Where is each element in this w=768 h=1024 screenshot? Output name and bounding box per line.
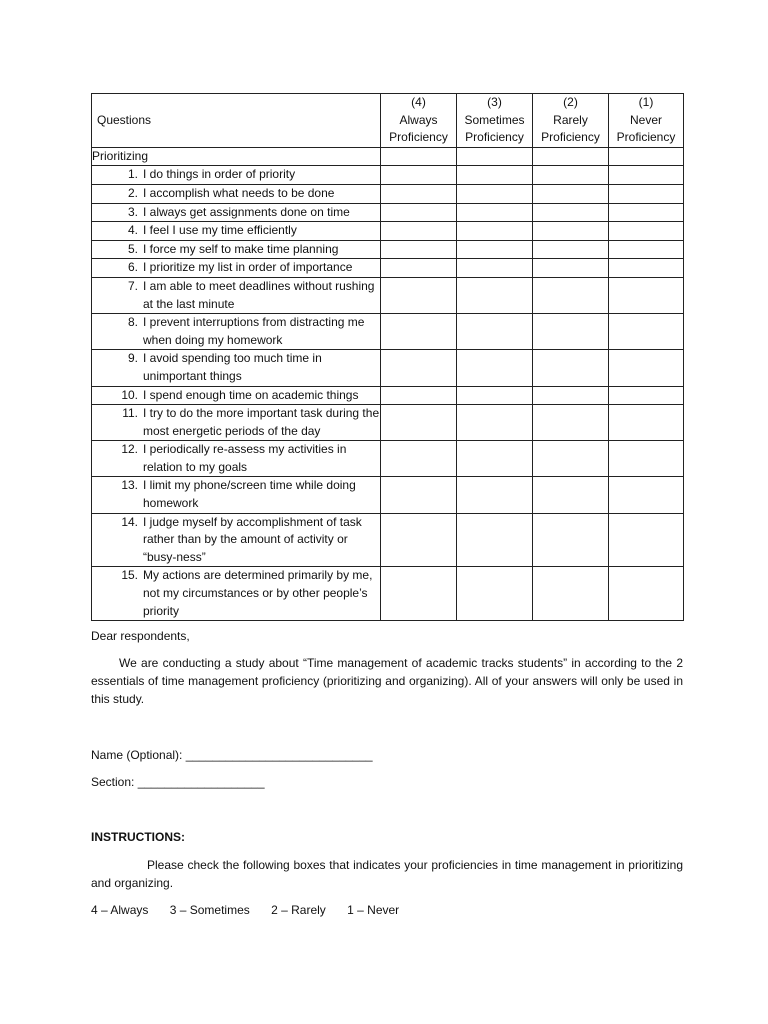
question-cell (92, 513, 381, 567)
table-row (92, 513, 684, 567)
salutation: Dear respondents, (91, 629, 190, 643)
question-number: 11. (122, 406, 138, 421)
table-row (92, 567, 684, 621)
question-cell (92, 405, 381, 441)
question-text: I force my self to make time planning (143, 241, 339, 256)
question-number: 14. (121, 514, 138, 529)
answer-cell[interactable] (609, 203, 684, 222)
questions-header: Questions (92, 94, 381, 148)
table-row (92, 350, 684, 386)
question-item (92, 567, 380, 620)
answer-cell[interactable] (457, 259, 533, 278)
question-text: I judge myself by accomplishment of task rather than by the amount of activity or “busy-ness” (143, 514, 362, 564)
legend-item-sometimes: 3 – Sometimes (169, 903, 250, 917)
answer-cell[interactable] (381, 405, 457, 441)
answer-cell[interactable] (381, 277, 457, 313)
answer-cell[interactable] (457, 405, 533, 441)
answer-cell[interactable] (533, 277, 609, 313)
answer-cell[interactable] (457, 386, 533, 405)
question-number: 1. (127, 167, 138, 182)
question-item (92, 241, 380, 259)
question-item (92, 278, 380, 313)
question-number: 2. (127, 185, 138, 200)
scale-number: (1) (638, 95, 654, 109)
answer-cell[interactable] (457, 314, 533, 350)
question-text: I avoid spending too much time in unimportant things (143, 351, 322, 383)
answer-cell[interactable] (533, 166, 609, 185)
answer-cell[interactable] (381, 184, 457, 203)
scale-proficiency: Proficiency (465, 130, 524, 145)
question-text: I do things in order of priority (143, 167, 296, 182)
answer-cell[interactable] (609, 240, 684, 259)
question-item (92, 405, 380, 440)
answer-cell[interactable] (609, 513, 684, 567)
question-number: 6. (127, 260, 138, 275)
question-item (92, 387, 380, 405)
question-cell (92, 184, 381, 203)
intro-paragraph: We are conducting a study about “Time management of academic tracks students” in according to the 2 essentials of time management proficiency (prioritizing and organizing). All of your answers will only be used in this study. (91, 656, 683, 706)
question-item (92, 314, 380, 349)
answer-cell[interactable] (457, 166, 533, 185)
rarely-header (533, 94, 609, 148)
answer-cell[interactable] (381, 477, 457, 513)
question-number: 7. (127, 278, 138, 293)
question-item (92, 222, 380, 240)
question-item (92, 204, 380, 222)
question-item (92, 259, 380, 277)
table-row (92, 166, 684, 185)
answer-cell[interactable] (457, 147, 533, 166)
answer-cell[interactable] (533, 222, 609, 241)
survey-table (91, 93, 684, 621)
scale-number: (4) (411, 95, 426, 109)
table-row (92, 477, 684, 513)
answer-cell[interactable] (533, 567, 609, 621)
answer-cell[interactable] (533, 203, 609, 222)
table-row (92, 386, 684, 405)
question-text: I prioritize my list in order of importance (143, 260, 353, 275)
answer-cell[interactable] (457, 567, 533, 621)
legend-item-always: 4 – Always (91, 903, 149, 917)
answer-cell[interactable] (457, 240, 533, 259)
answer-cell[interactable] (609, 477, 684, 513)
question-cell (92, 314, 381, 350)
legend-item-rarely: 2 – Rarely (271, 903, 326, 917)
scale-word: Sometimes (464, 112, 525, 127)
answer-cell[interactable] (457, 222, 533, 241)
answer-cell[interactable] (457, 350, 533, 386)
answer-cell[interactable] (381, 386, 457, 405)
answer-cell[interactable] (381, 166, 457, 185)
answer-cell[interactable] (457, 441, 533, 477)
question-cell (92, 350, 381, 386)
question-number: 13. (121, 478, 138, 493)
question-number: 15. (121, 568, 138, 583)
answer-cell[interactable] (533, 259, 609, 278)
answer-cell[interactable] (457, 513, 533, 567)
answer-cell[interactable] (457, 277, 533, 313)
table-row (92, 441, 684, 477)
answer-cell[interactable] (609, 350, 684, 386)
question-cell (92, 441, 381, 477)
question-text: I accomplish what needs to be done (143, 185, 335, 200)
question-cell (92, 240, 381, 259)
answer-cell[interactable] (381, 350, 457, 386)
answer-cell[interactable] (533, 405, 609, 441)
question-text: I try to do the more important task during the most energetic periods of the day (143, 406, 380, 438)
scale-proficiency: Proficiency (389, 130, 448, 145)
answer-cell[interactable] (609, 166, 684, 185)
answer-cell[interactable] (457, 184, 533, 203)
question-text: I always get assignments done on time (143, 204, 350, 219)
answer-cell[interactable] (609, 386, 684, 405)
answer-cell[interactable] (381, 259, 457, 278)
answer-cell[interactable] (609, 567, 684, 621)
scale-proficiency: Proficiency (616, 130, 676, 145)
answer-cell[interactable] (533, 240, 609, 259)
question-item (92, 477, 380, 512)
section-row (92, 147, 684, 166)
table-row (92, 259, 684, 278)
answer-cell[interactable] (381, 314, 457, 350)
answer-cell[interactable] (457, 477, 533, 513)
answer-cell[interactable] (533, 147, 609, 166)
answer-cell[interactable] (381, 240, 457, 259)
question-cell (92, 477, 381, 513)
table-row (92, 240, 684, 259)
answer-cell[interactable] (381, 203, 457, 222)
question-cell (92, 567, 381, 621)
always-header (381, 94, 457, 148)
question-text: I periodically re-assess my activities in relation to my goals (143, 442, 347, 474)
answer-cell[interactable] (533, 350, 609, 386)
question-text: I limit my phone/screen time while doing homework (143, 478, 356, 511)
question-item (92, 514, 380, 567)
answer-cell[interactable] (609, 184, 684, 203)
answer-cell[interactable] (609, 441, 684, 477)
scale-legend (91, 901, 683, 919)
table-row (92, 405, 684, 441)
answer-cell[interactable] (533, 441, 609, 477)
question-number: 8. (127, 315, 138, 330)
table-header-row (92, 94, 684, 148)
legend-item-never: 1 – Never (347, 903, 400, 917)
answer-cell[interactable] (533, 513, 609, 567)
question-text: I am able to meet deadlines without rushing at the last minute (143, 278, 375, 311)
table-row (92, 314, 684, 350)
question-number: 3. (127, 204, 138, 219)
instructions-text: Please check the following boxes that indicates your proficiencies in time management in prioritizing and organizing. (91, 858, 683, 890)
question-cell (92, 222, 381, 241)
question-item (92, 350, 380, 385)
scale-word: Rarely (553, 112, 588, 127)
question-item (92, 441, 380, 476)
section-label: Prioritizing (92, 147, 381, 166)
table-row (92, 277, 684, 313)
table-body (92, 147, 684, 620)
answer-cell[interactable] (381, 222, 457, 241)
answer-cell[interactable] (381, 567, 457, 621)
answer-cell[interactable] (609, 259, 684, 278)
question-number: 12. (121, 442, 138, 457)
table-row (92, 184, 684, 203)
question-number: 10. (121, 387, 138, 402)
answer-cell[interactable] (533, 386, 609, 405)
answer-cell[interactable] (381, 513, 457, 567)
scale-word: Always (399, 112, 438, 127)
question-number: 4. (127, 223, 138, 238)
question-item (92, 185, 380, 203)
question-cell (92, 203, 381, 222)
question-text: I feel I use my time efficiently (143, 223, 297, 238)
scale-number: (3) (487, 95, 502, 109)
table-row (92, 222, 684, 241)
question-number: 9. (127, 351, 138, 366)
answer-cell[interactable] (609, 222, 684, 241)
answer-cell[interactable] (533, 184, 609, 203)
never-header (609, 94, 684, 148)
table-row (92, 203, 684, 222)
answer-cell[interactable] (381, 441, 457, 477)
answer-cell[interactable] (533, 477, 609, 513)
scale-proficiency: Proficiency (541, 130, 600, 145)
question-number: 5. (127, 241, 138, 256)
question-cell (92, 386, 381, 405)
question-text: I prevent interruptions from distracting me when doing my homework (143, 315, 365, 347)
question-cell (92, 166, 381, 185)
answer-cell[interactable] (457, 203, 533, 222)
question-cell (92, 259, 381, 278)
answer-cell[interactable] (381, 147, 457, 166)
section-field-line: Section: ___________________ (91, 775, 265, 789)
instructions-heading: INSTRUCTIONS: (91, 830, 185, 844)
sometimes-header (457, 94, 533, 148)
question-text: My actions are determined primarily by me, not my circumstances or by other people’s priority (143, 568, 373, 618)
answer-cell[interactable] (609, 277, 684, 313)
scale-word: Never (629, 112, 662, 127)
answer-cell[interactable] (533, 314, 609, 350)
name-field-line: Name (Optional): ____________________________ (91, 748, 373, 762)
scale-number: (2) (563, 95, 578, 109)
question-cell (92, 277, 381, 313)
answer-cell[interactable] (609, 147, 684, 166)
question-text: I spend enough time on academic things (143, 387, 359, 402)
answer-cell[interactable] (609, 314, 684, 350)
question-item (92, 166, 380, 184)
answer-cell[interactable] (609, 405, 684, 441)
